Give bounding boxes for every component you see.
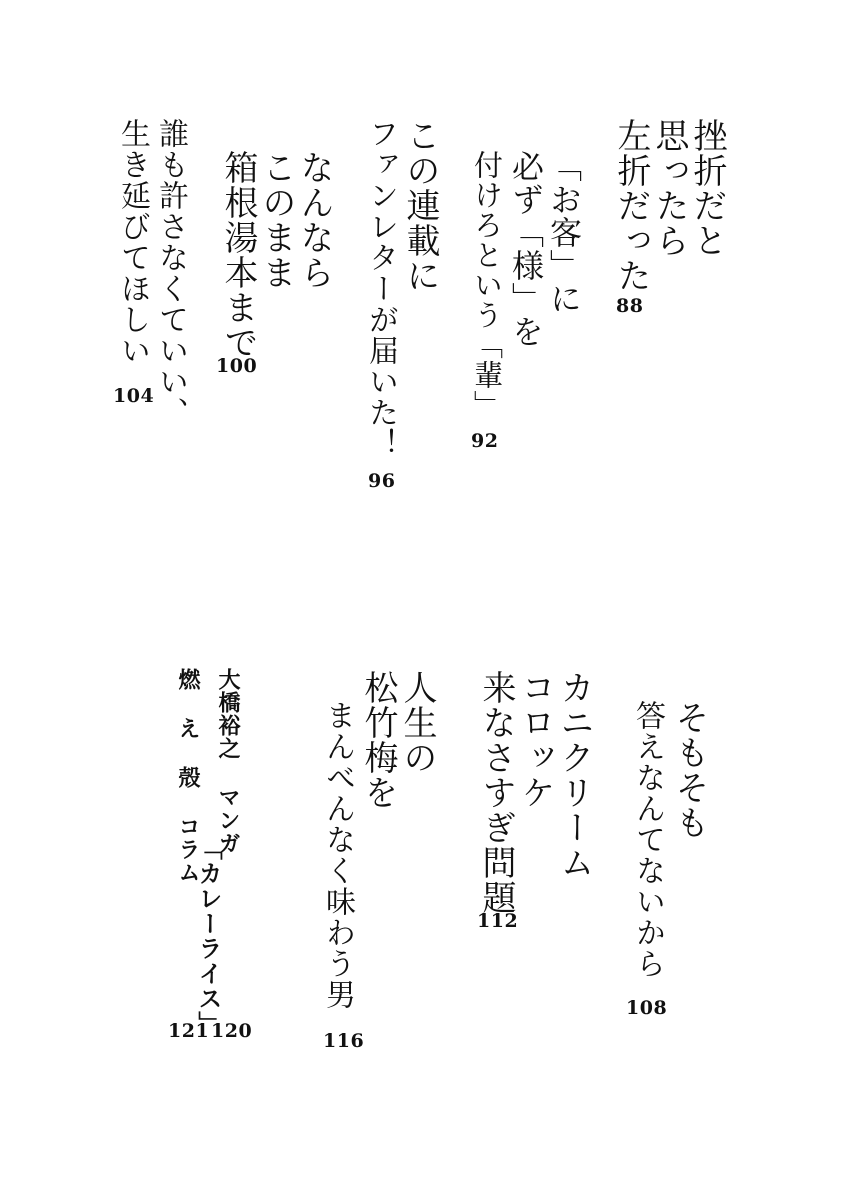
entry-96-line-1: この連載に: [400, 118, 440, 293]
entry-104-line-2: 生き延びてほしい: [115, 118, 150, 366]
entry-112-line-2: コロッケ: [515, 670, 555, 810]
entry-88-line-3: 左折だった: [611, 118, 651, 293]
entry-92-line-3: 付けろという「輩」: [470, 150, 504, 420]
entry-92-line-1: 「お客」に: [545, 150, 583, 315]
entry-116-line-2: 松竹梅を: [358, 670, 398, 810]
entry-108-page-number: 108: [626, 997, 668, 1019]
column-page-number: 121: [168, 1020, 210, 1042]
entry-92-line-2: 必ず「様」を: [507, 150, 545, 348]
column-credit: 燃 え 殻 コラム: [175, 668, 200, 884]
entry-88-line-2: 思ったら: [649, 118, 689, 258]
entry-108-line-1: そもそも: [669, 700, 709, 840]
manga-title: 「カレーライス」: [194, 836, 222, 1036]
entry-92-page-number: 92: [471, 430, 499, 452]
manga-credit: 大橋裕之 マンガ: [215, 668, 240, 855]
entry-100-page-number: 100: [216, 355, 258, 377]
manga-page-number: 120: [211, 1020, 253, 1042]
entry-104-line-1: 誰も許さなくていい、: [153, 118, 188, 428]
entry-116-page-number: 116: [323, 1030, 365, 1052]
entry-116-line-1: 人生の: [397, 670, 437, 775]
entry-88-line-1: 挫折だと: [687, 118, 727, 258]
entry-112-line-1: カニクリーム: [554, 670, 594, 880]
entry-100-line-1: なんなら: [294, 150, 334, 290]
entry-88-page-number: 88: [616, 295, 644, 317]
entry-108-line-2: 答えなんてないから: [630, 700, 665, 979]
entry-100-line-3: 箱根湯本まで: [218, 150, 258, 360]
entry-112-line-3: 来なさすぎ問題: [476, 670, 516, 915]
entry-100-line-2: このまま: [256, 150, 296, 290]
entry-104-page-number: 104: [113, 385, 155, 407]
entry-116-line-3: まんべんなく味わう男: [320, 700, 355, 1010]
entry-96-page-number: 96: [368, 470, 396, 492]
entry-96-line-2: ファンレターが届いた！: [363, 118, 398, 459]
entry-112-page-number: 112: [477, 910, 519, 932]
